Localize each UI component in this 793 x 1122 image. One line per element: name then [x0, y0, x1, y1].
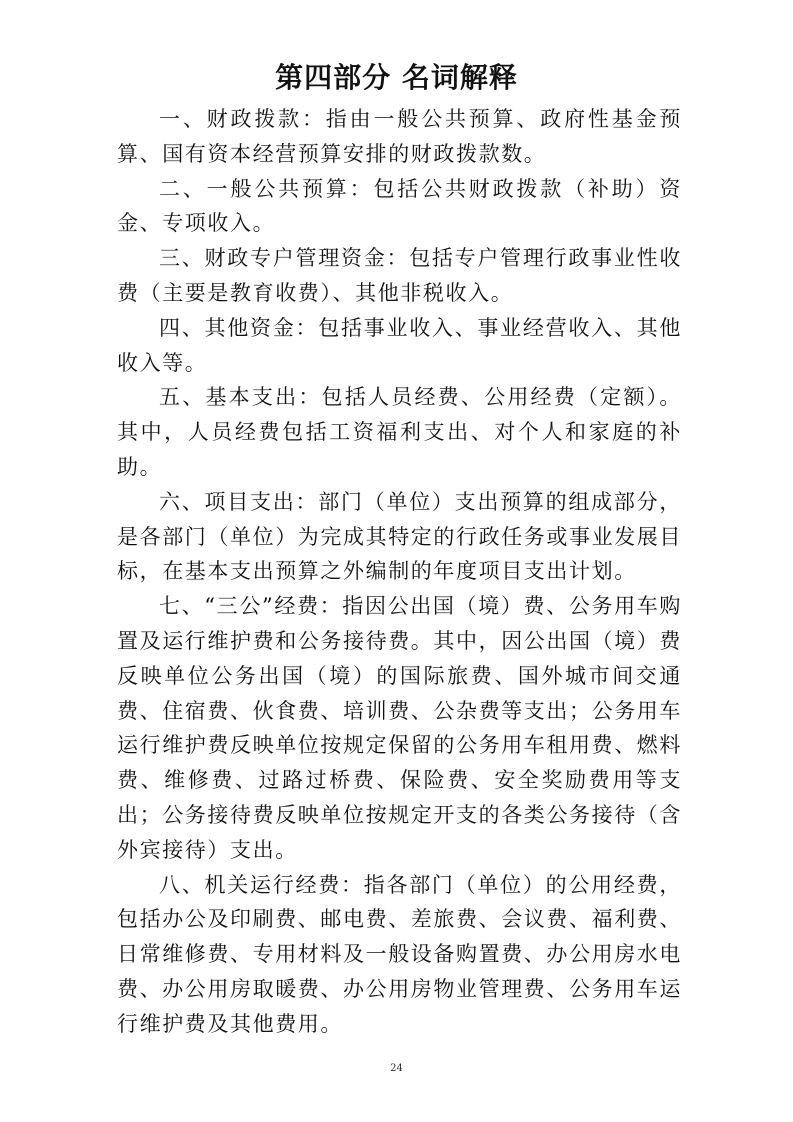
page-number: 24 — [390, 1063, 403, 1074]
paragraph-project-expenditure: 六、项目支出：部门（单位）支出预算的组成部分，是各部门（单位）为完成其特定的行政任务或事业发展目标，在基本支出预算之外编制的年度项目支出计划。 — [117, 489, 682, 584]
paragraph-fiscal-appropriation: 一、财政拨款：指由一般公共预算、政府性基金预算、国有资本经营预算安排的财政拨款数。 — [117, 107, 682, 166]
paragraph-three-public-expenses: 七、“三公”经费：指因公出国（境）费、公务用车购置及运行维护费和公务接待费。其中，因公出国（境）费反映单位公务出国（境）的国际旅费、国外城市间交通费、住宿费、伙食费、培训费、公杂费等支出；公务用车运行维护费反映单位按规定保留的公务用车租用费、燃料费、维修费、过路过桥费、保险费、安全奖励费用等支出；公务接待费反映单位按规定开支的各类公务接待（含外宾接待）支出。 — [117, 594, 682, 862]
paragraph-agency-operating-expenses: 八、机关运行经费：指各部门（单位）的公用经费，包括办公及印刷费、邮电费、差旅费、会议费、福利费、日常维修费、专用材料及一般设备购置费、办公用房水电费、办公用房取暖费、办公用房物业管理费、公务用车运行维护费及其他费用。 — [117, 872, 682, 1036]
page-title: 第四部分 名词解释 — [275, 61, 518, 94]
paragraph-other-funds: 四、其他资金：包括事业收入、事业经营收入、其他收入等。 — [117, 315, 682, 375]
paragraph-special-account-funds: 三、财政专户管理资金：包括专户管理行政事业性收费（主要是教育收费）、其他非税收入。 — [117, 246, 682, 305]
paragraph-general-public-budget: 二、一般公共预算：包括公共财政拨款（补助）资金、专项收入。 — [117, 176, 682, 236]
document-body — [117, 102, 682, 1042]
paragraph-basic-expenditure: 五、基本支出：包括人员经费、公用经费（定额）。其中，人员经费包括工资福利支出、对个人和家庭的补助。 — [117, 385, 682, 479]
